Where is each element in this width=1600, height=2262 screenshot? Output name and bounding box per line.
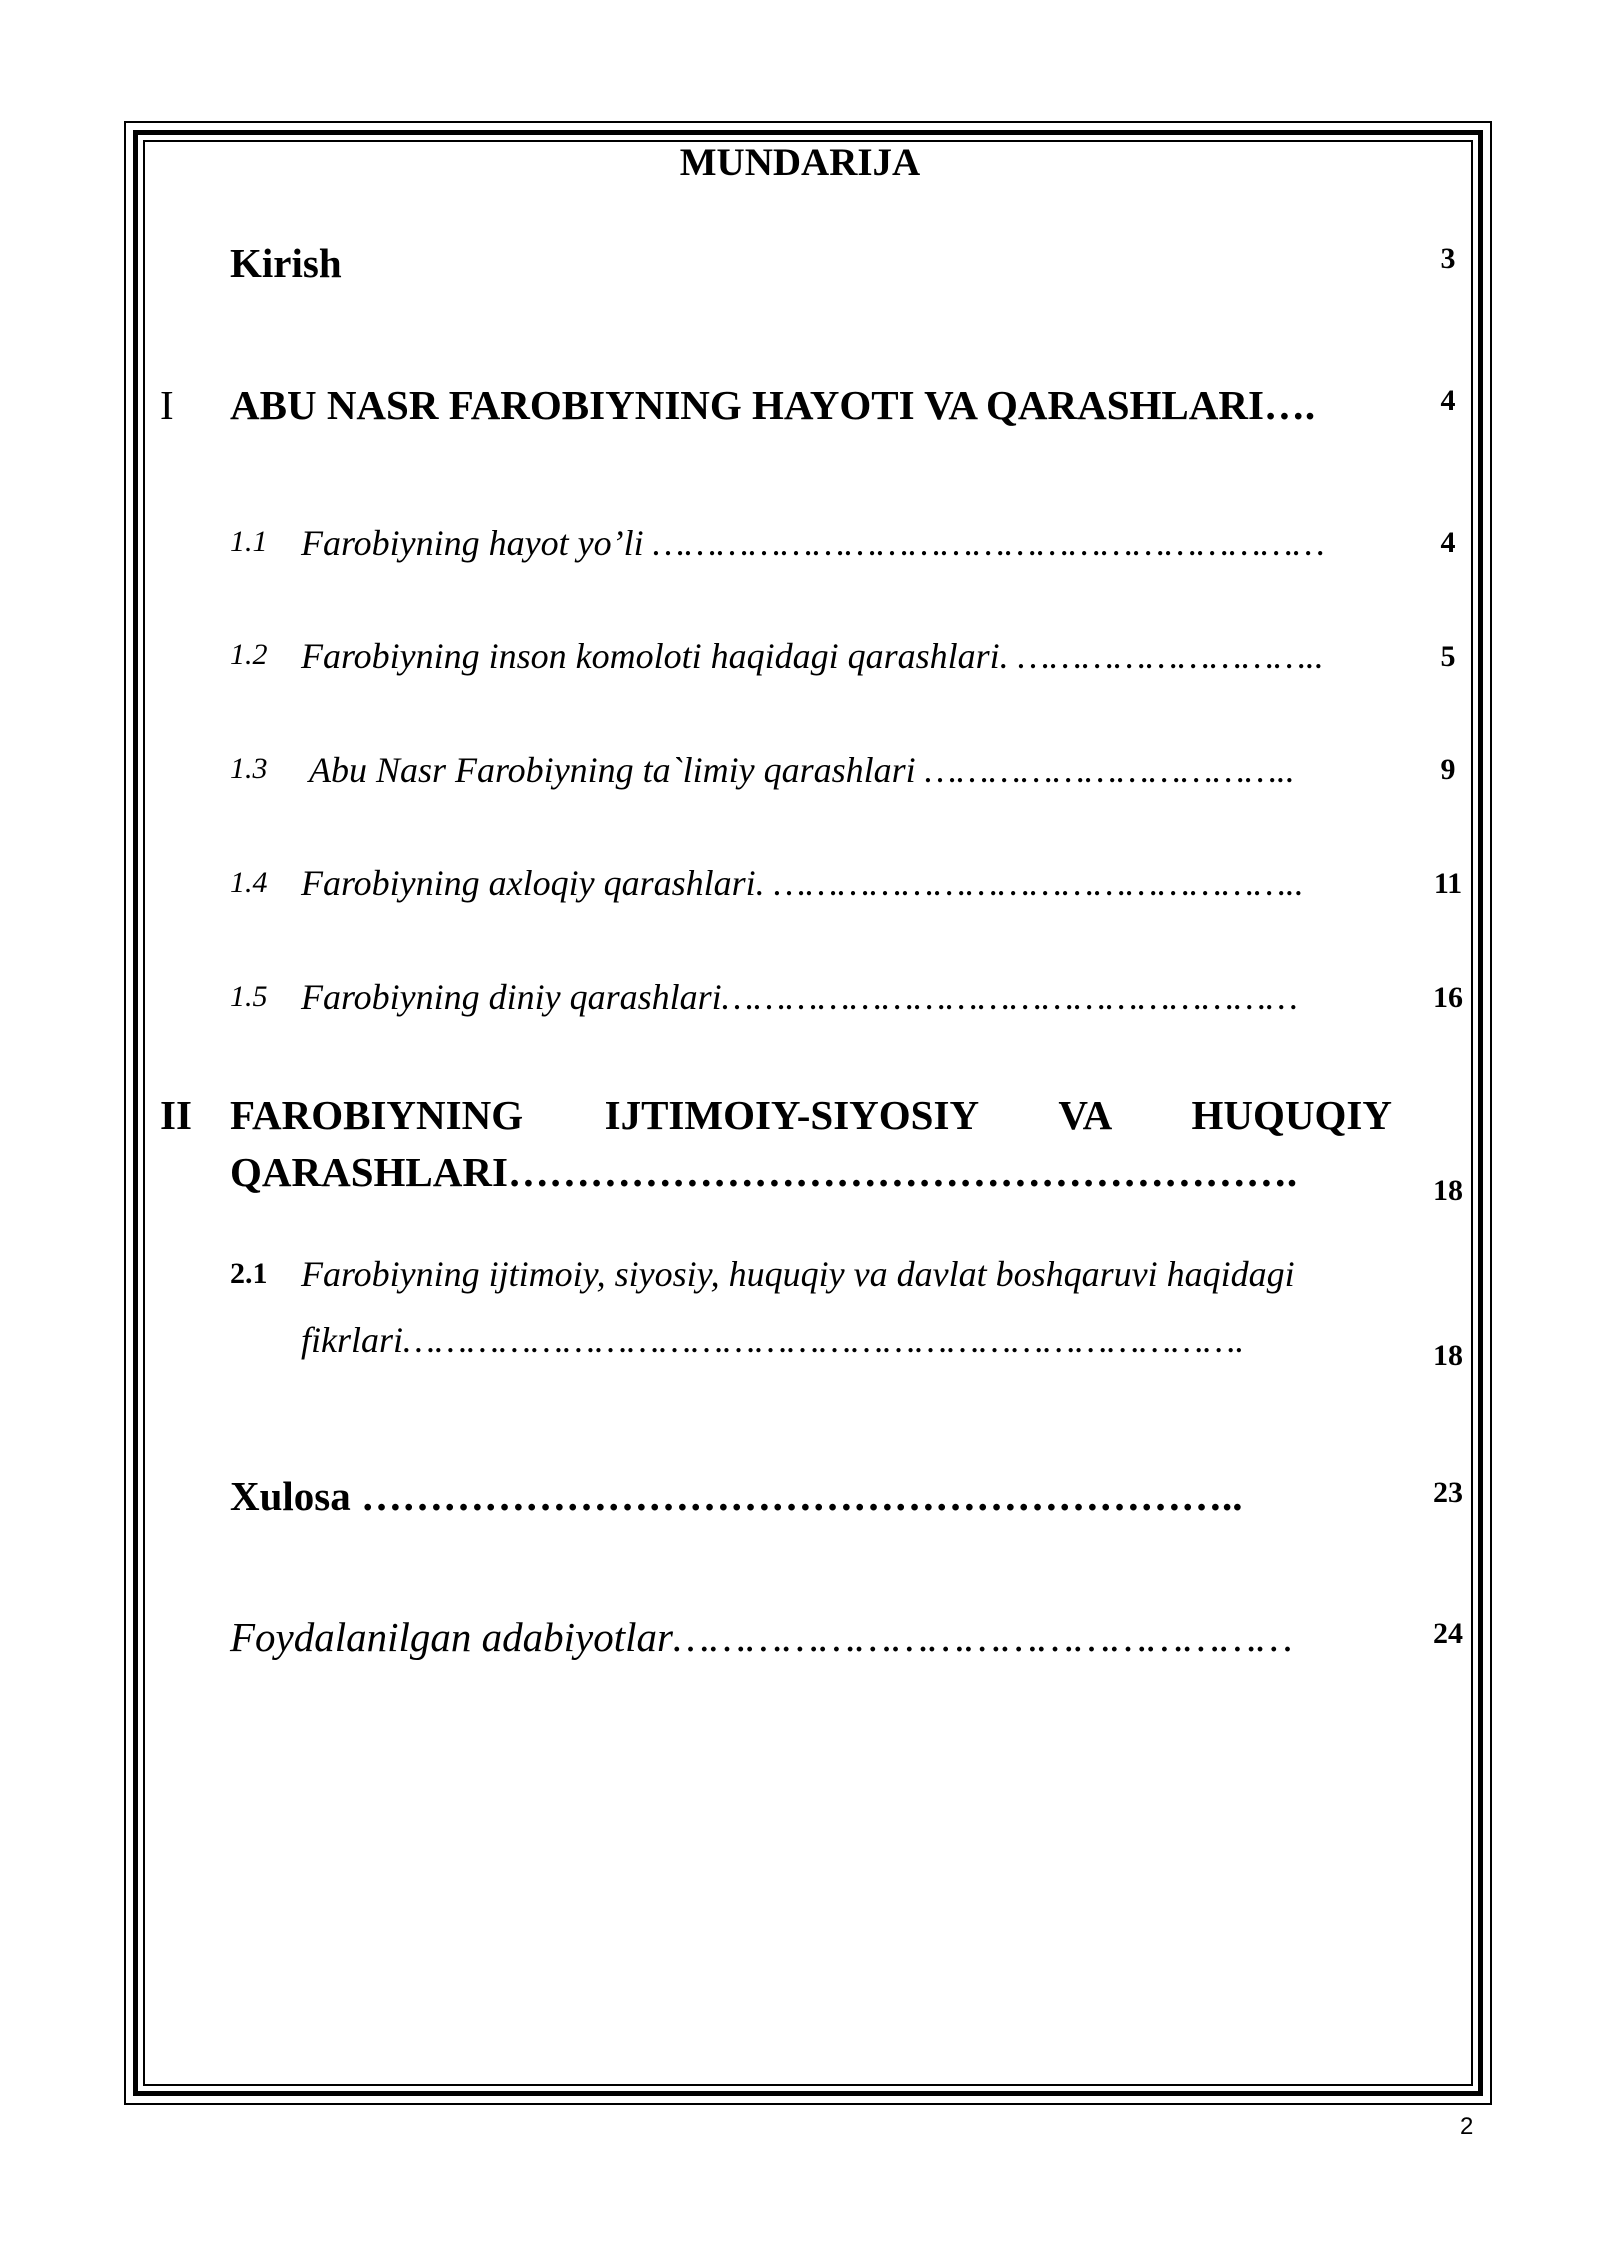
- heading-word: HUQUQIY: [1191, 1092, 1392, 1138]
- toc-entry-text: Xulosa ………………………………………………………..: [230, 1473, 1243, 1519]
- page-number: 2: [1460, 2113, 1474, 2140]
- toc-entry-text-line-2: QARASHLARI………………………………………………….: [230, 1149, 1298, 1195]
- toc-entry-number: 1.2: [230, 638, 268, 671]
- toc-entry-text: Farobiyning hayot yo’li ………………………………………………………: [301, 523, 1325, 563]
- toc-entry-page: 16: [1433, 981, 1463, 1014]
- toc-entry-text: Abu Nasr Farobiyning ta`limiy qarashlari ……………………………..: [309, 750, 1295, 790]
- toc-entry-text: Farobiyning axloqiy qarashlari. …………………………………………..: [301, 863, 1304, 903]
- toc-entry-text: Kirish: [230, 240, 342, 286]
- toc-entry-text: Farobiyning inson komoloti haqidagi qarashlari. ………………………..: [301, 636, 1324, 676]
- heading-word: IJTIMOIY-SIYOSIY: [604, 1092, 978, 1138]
- heading-word: FAROBIYNING: [230, 1092, 524, 1138]
- heading-word: VA: [1058, 1092, 1110, 1138]
- toc-entry-page: 11: [1433, 867, 1463, 900]
- toc-entry-page: 5: [1440, 640, 1456, 673]
- toc-entry-text: Foydalanilgan adabiyotlar……………………………………………: [230, 1614, 1293, 1660]
- toc-entry-number: 1.5: [230, 980, 268, 1013]
- toc-entry-number: 1.4: [230, 866, 268, 899]
- toc-entry-number: I: [160, 382, 174, 428]
- toc-entry-number: 1.3: [230, 752, 268, 785]
- toc-title: MUNDARIJA: [679, 141, 921, 184]
- toc-entry-text-line-1: Farobiyning ijtimoiy, siyosiy, huquqiy va davlat boshqaruvi haqidagi: [301, 1254, 1295, 1294]
- toc-entry-page: 9: [1440, 753, 1456, 786]
- toc-entry-number: 1.1: [230, 525, 268, 558]
- toc-entry-page: 23: [1433, 1476, 1463, 1509]
- toc-entry-page: 3: [1440, 242, 1456, 275]
- toc-entry-text: ABU NASR FAROBIYNING HAYOTI VA QARASHLARI….: [230, 382, 1316, 428]
- toc-entry-text-line-1: [230, 1091, 1392, 1139]
- toc-entry-page: 18: [1433, 1339, 1463, 1372]
- toc-entry-page: 4: [1440, 384, 1456, 417]
- toc-entry-text-line-2: fikrlari…………………………………………………………………….: [301, 1320, 1245, 1360]
- toc-entry-page: 18: [1433, 1174, 1463, 1207]
- toc-entry-number: II: [160, 1092, 192, 1138]
- toc-entry-page: 4: [1440, 526, 1456, 559]
- toc-entry-number: 2.1: [230, 1257, 268, 1290]
- toc-entry-page: 24: [1433, 1617, 1463, 1650]
- toc-entry-text: Farobiyning diniy qarashlari………………………………………………: [301, 977, 1298, 1017]
